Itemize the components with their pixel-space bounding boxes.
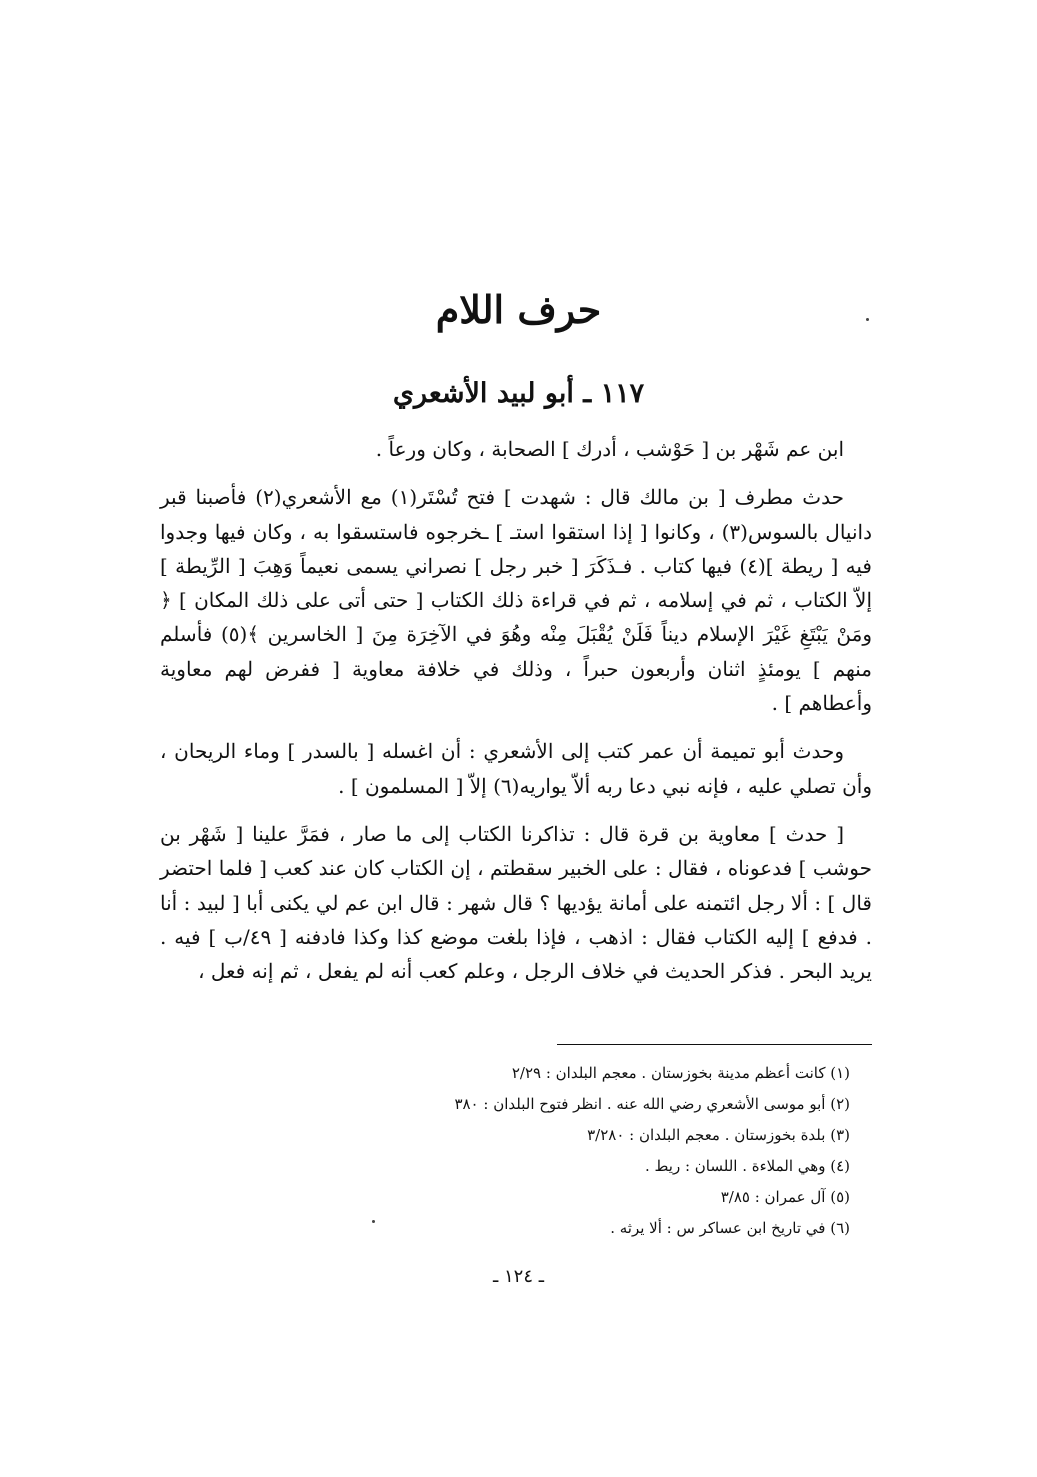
footnotes <box>360 1058 850 1244</box>
paragraph-intro: ابن عم شَهْر بن [ حَوْشب ، أدرك ] الصحابة ، وكان ورعاً . <box>375 437 844 461</box>
scan-speck <box>372 1220 375 1223</box>
footnote-4: (٤) وهي الملاءة . اللسان : ريط . <box>645 1157 850 1175</box>
footnote-2: (٢) أبو موسى الأشعري رضي الله عنه . انظر فتوح البلدان : ٣٨٠ <box>454 1095 850 1113</box>
body-text <box>160 432 872 1002</box>
footnote-divider <box>557 1044 872 1045</box>
page-number: ـ ١٢٤ ـ <box>492 1266 544 1287</box>
footnote-6: (٦) في تاريخ ابن عساكر س : ألا يرثه . <box>610 1219 850 1237</box>
paragraph-abu-tamima: وحدث أبو تميمة أن عمر كتب إلى الأشعري : أن اغسله [ بالسدر ] وماء الريحان ، وأن تصلي عليه ، فإنه نبي دعا ربه ألاّ يواريه(٦) إلاّ [ المسلمون ] . <box>160 739 872 798</box>
footnote-3: (٣) بلدة بخوزستان . معجم البلدان : ٣/٢٨٠ <box>587 1126 850 1144</box>
footnote-1: (١) كانت أعظم مدينة بخوزستان . معجم البلدان : ٢/٢٩ <box>511 1064 850 1082</box>
paragraph-mutarrif: حدث مطرف [ بن مالك قال : شهدت ] فتح تُسْتَر(١) مع الأشعري(٢) فأصبنا قبر دانيال بالسوس(٣) ، وكانوا [ إذا استقوا استـ ] ـخرجوه فاستسقوا به ، وكان فيها وجدوا فيه [ ريطة ](٤) فيها كتاب . فـذَكَرَ [ خبر رجل ] نصراني يسمى نعيماً وَهِبَ [ الرِّيطة ] إلاّ الكتاب ، ثم في إسلامه ، ثم في قراءة ذلك الكتاب [ حتى أتى على ذلك المكان ] ﴿ ومَنْ يَبْتَغِ غَيْرَ الإسلام ديناً فَلَنْ يُقْبَلَ مِنْه وهُوَ في الآخِرَة مِنَ [ الخاسرين ﴾(٥) فأسلم منهم ] يومئذٍ اثنان وأربعون حبراً ، وذلك في خلافة معاوية [ ففرض لهم معاوية وأعطاهم ] . <box>160 485 873 716</box>
chapter-title: حرف اللام <box>435 287 602 332</box>
footnote-5: (٥) آل عمران : ٣/٨٥ <box>720 1188 850 1206</box>
scan-speck <box>866 318 869 321</box>
entry-title: ١١٧ ـ أبو لبيد الأشعري <box>392 378 645 409</box>
paragraph-muawiya: [ حدث ] معاوية بن قرة قال : تذاكرنا الكتاب إلى ما صار ، فمَرَّ علينا [ شَهْر بن حوشب ] فدعوناه ، فقال : على الخبير سقطتم ، إن الكتاب كان عند كعب [ فلما احتضر قال ] : ألا رجل ائتمنه على أمانة يؤديها ؟ قال شهر : قال ابن عم لي يكنى أبا [ لبيد : أنا . فدفع ] إليه الكتاب فقال : اذهب ، فإذا بلغت موضع كذا وكذا فادفنه [ ٤٩/ب ] فيه . يريد البحر . فذكر الحديث في خلاف الرجل ، وعلم كعب أنه لم يفعل ، ثم إنه فعل ، <box>160 821 872 984</box>
